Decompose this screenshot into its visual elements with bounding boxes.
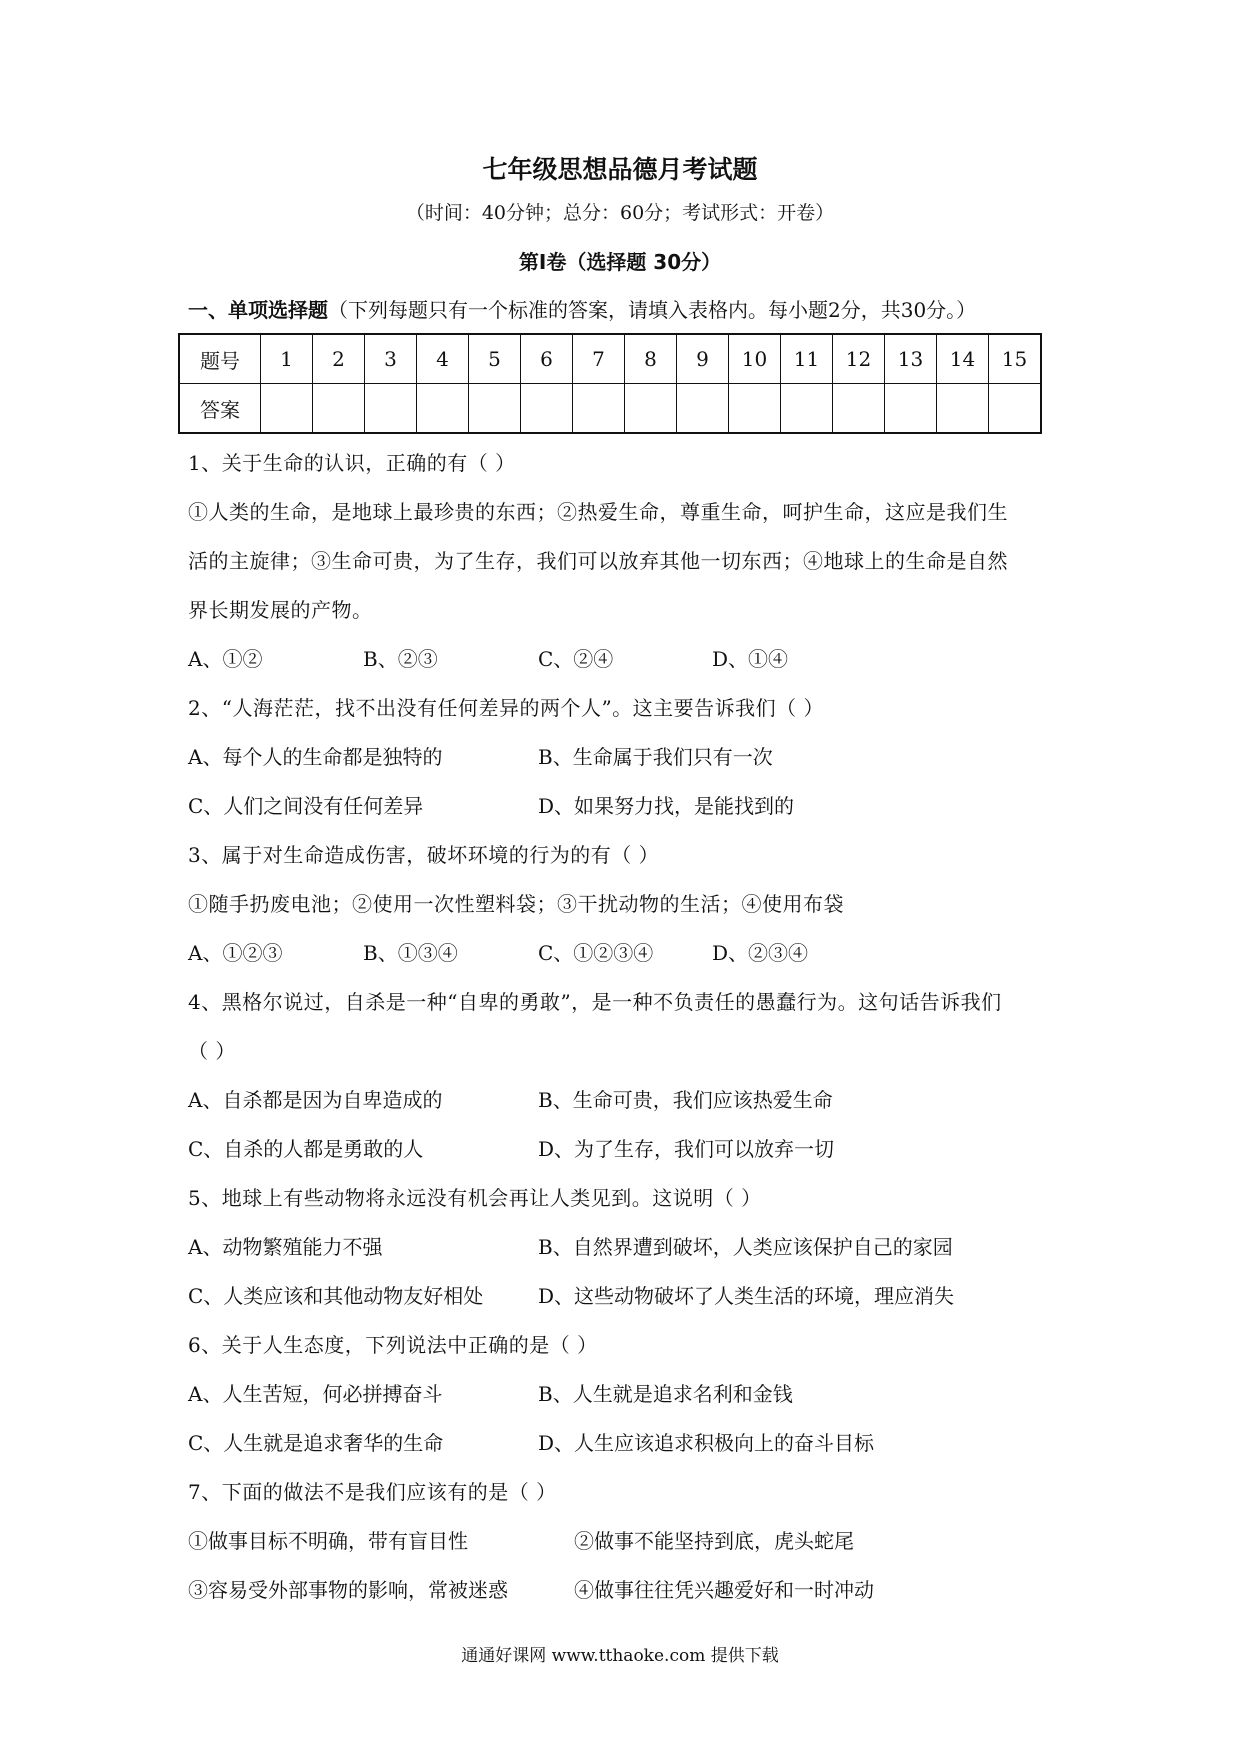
exam-title: 七年级思想品德月考试题 <box>482 155 758 184</box>
question-6-option-a: A、人生苦短，何必拼搏奋斗 <box>188 1382 443 1406</box>
question-5-option-b: B、自然界遭到破坏，人类应该保护自己的家园 <box>538 1235 953 1259</box>
question-7-item-1: ①做事目标不明确，带有盲目性 <box>188 1529 468 1553</box>
exam-subtitle: （时间：40分钟；总分：60分；考试形式：开卷） <box>405 202 835 224</box>
question-3-option-d: D、②③④ <box>712 941 809 965</box>
question-6-option-c: C、人生就是追求奢华的生命 <box>188 1431 444 1455</box>
question-number-cell: 1 <box>261 334 313 384</box>
answer-table <box>178 333 1042 434</box>
question-6-option-d: D、人生应该追求积极向上的奋斗目标 <box>538 1431 875 1455</box>
question-7-item-3: ③容易受外部事物的影响，常被迷惑 <box>188 1578 508 1602</box>
question-number-cell: 6 <box>521 334 573 384</box>
answer-cell[interactable] <box>625 384 677 434</box>
question-number-cell: 15 <box>989 334 1042 384</box>
question-5-option-c: C、人类应该和其他动物友好相处 <box>188 1284 484 1308</box>
answer-cell[interactable] <box>365 384 417 434</box>
answer-table-number-row <box>179 334 1041 384</box>
answer-cell[interactable] <box>729 384 781 434</box>
question-1-body-line: 界长期发展的产物。 <box>188 598 373 622</box>
section-heading <box>188 294 976 323</box>
question-3-option-c: C、①②③④ <box>538 941 654 965</box>
question-4-option-b: B、生命可贵，我们应该热爱生命 <box>538 1088 833 1112</box>
question-5-stem: 5、地球上有些动物将永远没有机会再让人类见到。这说明（ ） <box>188 1186 762 1210</box>
answer-cell[interactable] <box>261 384 313 434</box>
footer-source: 通通好课网 www.tthaoke.com 提供下载 <box>461 1646 779 1666</box>
question-2-option-c: C、人们之间没有任何差异 <box>188 794 424 818</box>
answer-cell[interactable] <box>677 384 729 434</box>
question-number-cell: 10 <box>729 334 781 384</box>
question-1-stem: 1、关于生命的认识，正确的有（ ） <box>188 451 516 475</box>
question-number-cell: 4 <box>417 334 469 384</box>
question-4-option-a: A、自杀都是因为自卑造成的 <box>188 1088 443 1112</box>
answer-cell[interactable] <box>469 384 521 434</box>
question-number-cell: 14 <box>937 334 989 384</box>
question-7-item-2: ②做事不能坚持到底，虎头蛇尾 <box>574 1529 854 1553</box>
question-3-stem: 3、属于对生命造成伤害，破坏环境的行为的有（ ） <box>188 843 660 867</box>
question-2-option-a: A、每个人的生命都是独特的 <box>188 745 443 769</box>
section-instructions: （下列每题只有一个标准的答案，请填入表格内。每小题2分，共30分。） <box>328 298 977 322</box>
question-7-stem: 7、下面的做法不是我们应该有的是（ ） <box>188 1480 557 1504</box>
question-2-option-d: D、如果努力找，是能找到的 <box>538 794 795 818</box>
question-5-option-a: A、动物繁殖能力不强 <box>188 1235 383 1259</box>
answer-cell[interactable] <box>833 384 885 434</box>
question-3-body-line: ①随手扔废电池；②使用一次性塑料袋；③干扰动物的生活；④使用布袋 <box>188 892 844 916</box>
question-4-option-c: C、自杀的人都是勇敢的人 <box>188 1137 424 1161</box>
question-7-item-4: ④做事往往凭兴趣爱好和一时冲动 <box>574 1578 874 1602</box>
question-6-option-b: B、人生就是追求名利和金钱 <box>538 1382 793 1406</box>
question-5-option-d: D、这些动物破坏了人类生活的环境，理应消失 <box>538 1284 955 1308</box>
question-1-option-a: A、①② <box>188 647 263 671</box>
question-2-option-b: B、生命属于我们只有一次 <box>538 745 773 769</box>
answer-cell[interactable] <box>573 384 625 434</box>
question-4-option-d: D、为了生存，我们可以放弃一切 <box>538 1137 835 1161</box>
question-number-cell: 11 <box>781 334 833 384</box>
answer-cell[interactable] <box>521 384 573 434</box>
answer-cell[interactable] <box>885 384 937 434</box>
question-number-cell: 2 <box>313 334 365 384</box>
question-1-body-line: 活的主旋律；③生命可贵，为了生存，我们可以放弃其他一切东西；④地球上的生命是自然 <box>188 549 1008 573</box>
question-1-body-line: ①人类的生命，是地球上最珍贵的东西；②热爱生命，尊重生命，呵护生命，这应是我们生 <box>188 500 1008 524</box>
question-4-stem-continued: （ ） <box>188 1039 236 1063</box>
question-3-option-b: B、①③④ <box>363 941 458 965</box>
question-number-cell: 5 <box>469 334 521 384</box>
answer-cell[interactable] <box>781 384 833 434</box>
answer-cell[interactable] <box>937 384 989 434</box>
question-4-stem: 4、黑格尔说过，自杀是一种“自卑的勇敢”，是一种不负责任的愚蠢行为。这句话告诉我们 <box>188 990 1002 1014</box>
question-1-option-d: D、①④ <box>712 647 789 671</box>
answer-cell[interactable] <box>417 384 469 434</box>
answer-table-answer-row <box>179 384 1041 434</box>
question-2-stem: 2、“人海茫茫，找不出没有任何差异的两个人”。这主要告诉我们（ ） <box>188 696 825 720</box>
question-number-cell: 13 <box>885 334 937 384</box>
question-number-cell: 9 <box>677 334 729 384</box>
volume-heading: 第Ⅰ卷（选择题 30分） <box>518 250 722 274</box>
question-6-stem: 6、关于人生态度，下列说法中正确的是（ ） <box>188 1333 598 1357</box>
question-number-cell: 7 <box>573 334 625 384</box>
question-3-option-a: A、①②③ <box>188 941 283 965</box>
table-header-answer: 答案 <box>179 384 261 434</box>
answer-cell[interactable] <box>313 384 365 434</box>
section-label: 一、单项选择题 <box>188 298 328 322</box>
answer-cell[interactable] <box>989 384 1042 434</box>
question-1-option-b: B、②③ <box>363 647 438 671</box>
question-number-cell: 8 <box>625 334 677 384</box>
question-1-option-c: C、②④ <box>538 647 614 671</box>
question-number-cell: 12 <box>833 334 885 384</box>
question-number-cell: 3 <box>365 334 417 384</box>
table-header-question-number: 题号 <box>179 334 261 384</box>
